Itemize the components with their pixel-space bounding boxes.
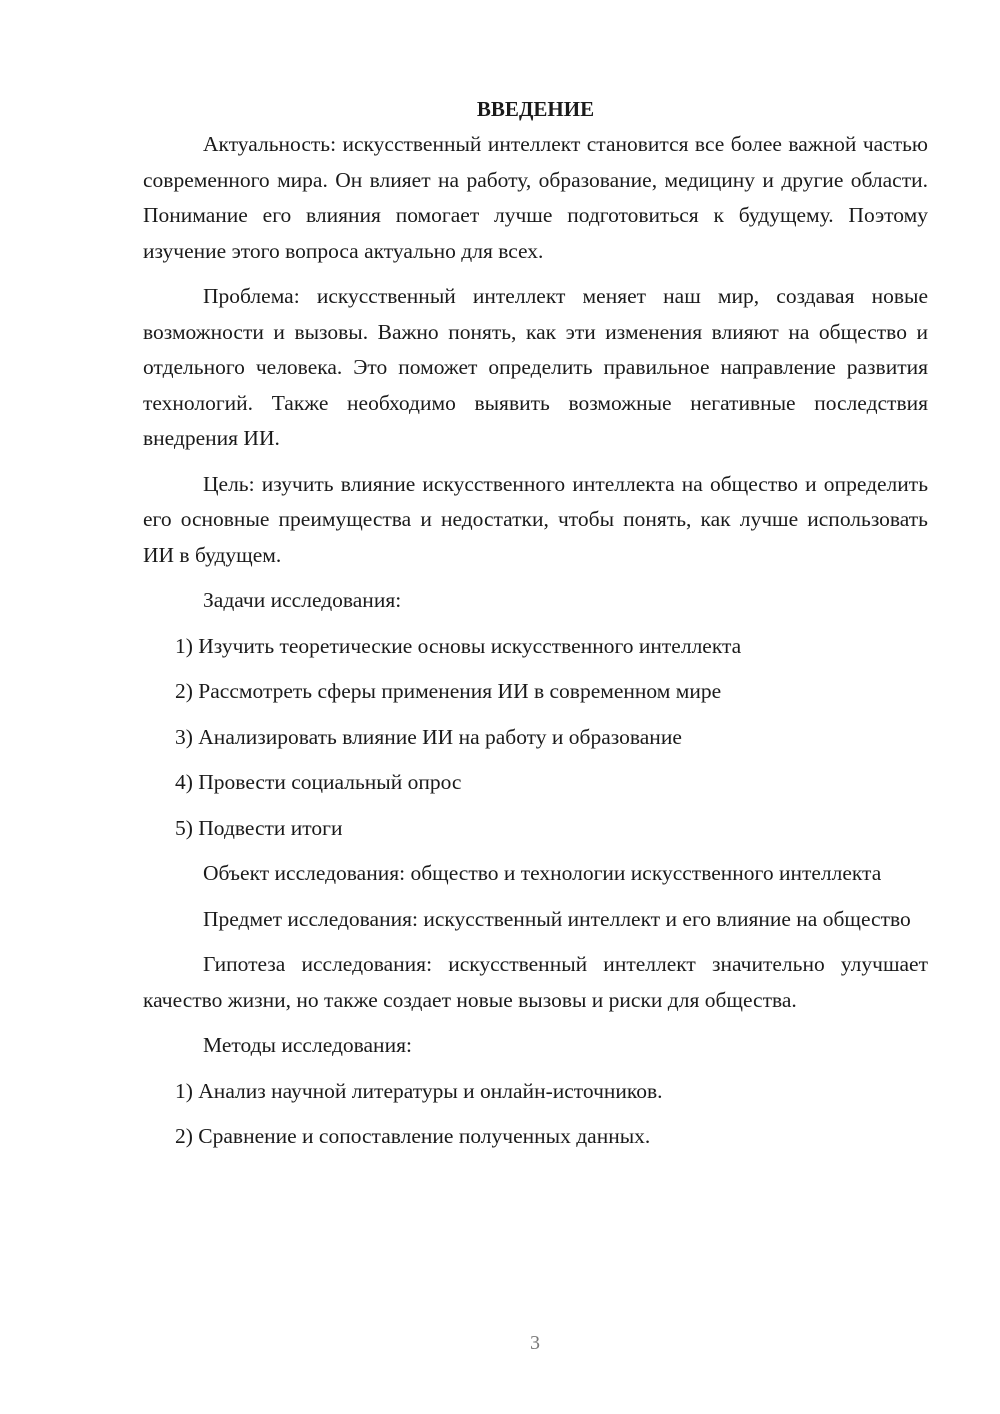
paragraph-hypothesis: Гипотеза исследования: искусственный интеллект значительно улучшает качество жизни, но также создает новые вызовы и риски для общества. xyxy=(143,952,928,1012)
paragraph-goal: Цель: изучить влияние искусственного интеллекта на общество и определить его основные преимущества и недостатки, чтобы понять, как лучше использовать ИИ в будущем. xyxy=(143,471,928,567)
tasks-title: Задачи исследования: xyxy=(203,588,402,612)
paragraph-object: Объект исследования: общество и технологии искусственного интеллекта xyxy=(203,861,882,885)
task-item-3: 3) Анализировать влияние ИИ на работу и образование xyxy=(175,724,682,749)
method-item-2: 2) Сравнение и сопоставление полученных данных. xyxy=(175,1124,651,1148)
methods-title: Методы исследования: xyxy=(203,1033,412,1057)
paragraph-subject: Предмет исследования: искусственный интеллект и его влияние на общество xyxy=(203,906,911,931)
task-item-5: 5) Подвести итоги xyxy=(175,815,343,840)
document-page xyxy=(143,92,928,1155)
paragraph-problem: Проблема: искусственный интеллект меняет наш мир, создавая новые возможности и вызовы. Важно понять, как эти изменения влияют на общество и отдельного человека. Это поможет определить правильное направление развития технологий. Также необходимо выявить возможные негативные последствия внедрения ИИ. xyxy=(143,284,928,450)
task-item-4: 4) Провести социальный опрос xyxy=(175,770,462,794)
paragraph-relevance: Актуальность: искусственный интеллект становится все более важной частью современного мира. Он влияет на работу, образование, медицину и другие области. Понимание его влияния помогает лучше подготовиться к будущему. Поэтому изучение этого вопроса актуально для всех. xyxy=(143,132,928,263)
task-item-1: 1) Изучить теоретические основы искусственного интеллекта xyxy=(175,633,742,658)
section-heading: ВВЕДЕНИЕ xyxy=(476,97,595,121)
task-item-2: 2) Рассмотреть сферы применения ИИ в современном мире xyxy=(175,679,722,703)
page-number: 3 xyxy=(530,1332,540,1354)
method-item-1: 1) Анализ научной литературы и онлайн-источников. xyxy=(175,1078,663,1103)
